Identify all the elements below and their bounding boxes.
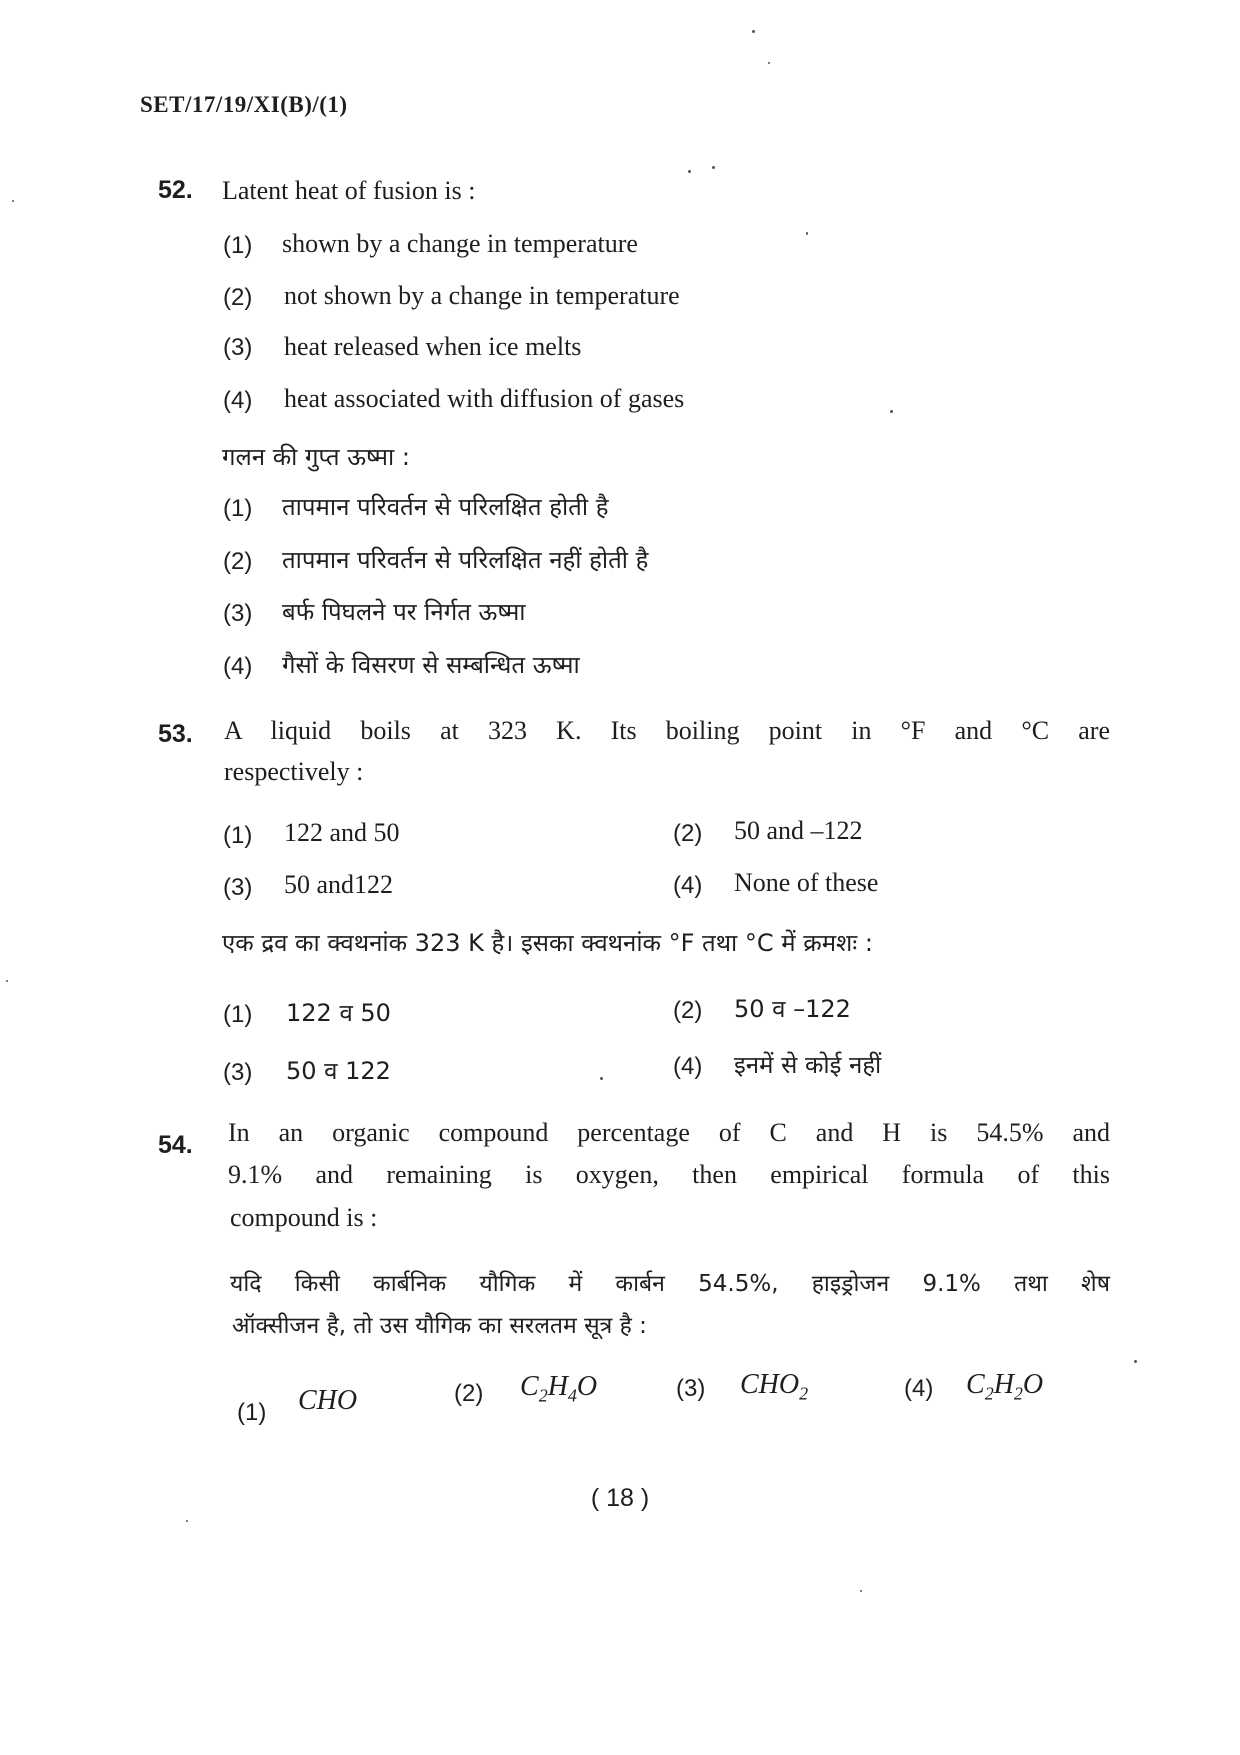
- q52-hindi-option-4-num: (4): [223, 653, 253, 680]
- q52-option-2-num: (2): [223, 284, 253, 311]
- q52-hindi-option-1-text: तापमान परिवर्तन से परिलक्षित होती है: [282, 493, 609, 521]
- q53-question-line1: A liquid boils at 323 K. Its boiling point in °F and °C are: [224, 716, 1110, 745]
- q52-option-4-text: heat associated with diffusion of gases: [284, 384, 685, 413]
- q52-hindi-question: गलन की गुप्त ऊष्मा :: [222, 443, 410, 471]
- scan-speck: [186, 1520, 188, 1522]
- q53-hindi-option-2-text: 50 व –122: [734, 995, 851, 1023]
- scan-speck: [688, 170, 691, 173]
- q53-hindi-option-1-text: 122 व 50: [286, 999, 391, 1027]
- q52-hindi-option-3-num: (3): [223, 600, 253, 627]
- q54-question-line3: compound is :: [230, 1203, 378, 1232]
- q54-option-3-formula: $CHO_2$: [740, 1369, 809, 1404]
- q52-option-4-num: (4): [223, 387, 253, 414]
- q52-number: 52.: [158, 176, 193, 204]
- q52-hindi-option-2-num: (2): [223, 548, 253, 575]
- q52-hindi-option-2-text: तापमान परिवर्तन से परिलक्षित नहीं होती है: [282, 546, 649, 574]
- q53-hindi-question: एक द्रव का क्वथनांक 323 K है। इसका क्वथनांक °F तथा °C में क्रमशः :: [222, 929, 873, 957]
- q53-option-3-num: (3): [223, 874, 253, 901]
- scan-speck: [1134, 1360, 1137, 1363]
- q53-option-4-text: None of these: [734, 868, 879, 897]
- scan-speck: [712, 166, 715, 169]
- q54-option-4-num: (4): [904, 1375, 934, 1402]
- q53-option-2-num: (2): [673, 820, 703, 847]
- q54-question-line1: In an organic compound percentage of C and H is 54.5% and: [228, 1118, 1110, 1147]
- scan-speck: [12, 200, 14, 202]
- q52-option-1-num: (1): [223, 232, 253, 259]
- scan-speck: [860, 1590, 862, 1592]
- q54-question-line2: 9.1% and remaining is oxygen, then empirical formula of this: [228, 1160, 1110, 1189]
- q52-question: Latent heat of fusion is :: [222, 176, 476, 205]
- q53-option-3-text: 50 and122: [284, 870, 394, 899]
- q53-hindi-option-3-text: 50 व 122: [286, 1057, 391, 1085]
- scan-speck: [752, 30, 755, 33]
- q53-number: 53.: [158, 720, 193, 748]
- scan-speck: [6, 980, 8, 982]
- q54-option-4-formula: $C_2H_2O$: [966, 1369, 1044, 1404]
- q54-hindi-line1: यदि किसी कार्बनिक यौगिक में कार्बन 54.5%, हाइड्रोजन 9.1% तथा शेष: [230, 1271, 1110, 1297]
- q52-hindi-option-4-text: गैसों के विसरण से सम्बन्धित ऊष्मा: [282, 651, 580, 679]
- scan-speck: [806, 232, 808, 235]
- q54-option-3-num: (3): [676, 1375, 706, 1402]
- q53-option-1-text: 122 and 50: [284, 818, 400, 847]
- q53-hindi-option-3-num: (3): [223, 1059, 253, 1086]
- q53-option-2-text: 50 and –122: [734, 816, 863, 845]
- q54-option-2-num: (2): [454, 1380, 484, 1407]
- q52-option-2-text: not shown by a change in temperature: [284, 281, 680, 310]
- q52-option-3-num: (3): [223, 334, 253, 361]
- scan-speck: [890, 410, 893, 413]
- q53-option-4-num: (4): [673, 872, 703, 899]
- q53-hindi-option-4-num: (4): [673, 1053, 703, 1080]
- q53-hindi-option-1-num: (1): [223, 1001, 253, 1028]
- q54-option-1-num: (1): [237, 1399, 267, 1426]
- paper-code: SET/17/19/XI(B)/(1): [140, 92, 348, 117]
- q54-option-1-formula: CHO: [298, 1385, 358, 1416]
- q52-hindi-option-3-text: बर्फ पिघलने पर निर्गत ऊष्मा: [282, 598, 526, 626]
- q54-number: 54.: [158, 1131, 193, 1159]
- q54-option-2-formula: $C_2H_4O$: [520, 1371, 598, 1406]
- q53-option-1-num: (1): [223, 822, 253, 849]
- q53-hindi-option-2-num: (2): [673, 997, 703, 1024]
- q53-hindi-option-4-text: इनमें से कोई नहीं: [734, 1051, 882, 1079]
- scan-speck: [768, 62, 770, 64]
- page-number: ( 18 ): [590, 1484, 650, 1512]
- q52-option-3-text: heat released when ice melts: [284, 332, 582, 361]
- q52-option-1-text: shown by a change in temperature: [282, 229, 638, 258]
- scan-speck: [600, 1077, 603, 1080]
- q52-hindi-option-1-num: (1): [223, 495, 253, 522]
- q53-question-line2: respectively :: [224, 757, 364, 786]
- q54-hindi-line2: ऑक्सीजन है, तो उस यौगिक का सरलतम सूत्र है :: [232, 1313, 647, 1339]
